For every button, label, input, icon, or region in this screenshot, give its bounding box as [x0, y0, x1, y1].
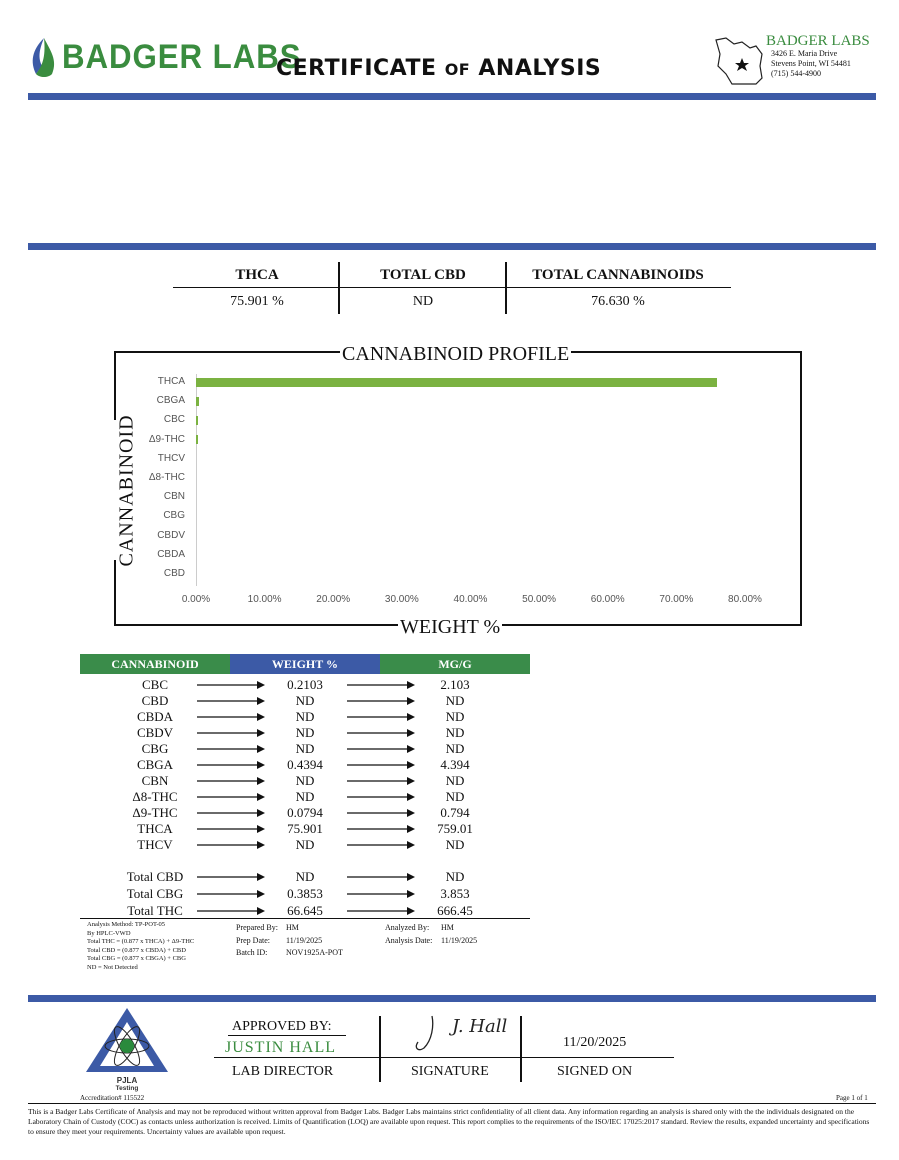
total-row — [80, 869, 530, 885]
lab-name: BADGER LABS — [766, 33, 870, 49]
chart-bar — [196, 416, 198, 425]
svg-text:J. Hall: J. Hall — [452, 1016, 508, 1037]
chart-category-label: Δ8-THC — [148, 472, 185, 483]
signature-image — [410, 1012, 508, 1056]
chart-tick-label: 60.00% — [590, 594, 625, 605]
row-cannabinoid: Total CBD — [126, 869, 184, 884]
table-row — [80, 805, 530, 821]
row-weight: 75.901 — [287, 821, 323, 836]
row-weight: ND — [295, 837, 315, 852]
row-cannabinoid: CBGA — [136, 757, 174, 772]
disclaimer-text: This is a Badger Labs Certificate of Analysis and may not be reproduced without written approval from Badger Labs. Badger Labs maintains strict confidentiality of all client data. Any information regarding an analysis is shared only with the the individuals designated on the Laboratory Chain of Custody (COC) as contacts unless authorization is received. Limits of Quantification (LOQ) are available upon request. This report complies to the requirements of the ISO/IEC 17025:2017 standard. Review the results, expanded uncertainty and specifications to ensure they meet your requirements. Uncertainty values are available upon request. — [28, 1107, 870, 1136]
row-cannabinoid: CBD — [141, 693, 169, 708]
chart-bar — [196, 397, 199, 406]
row-mgg: 666.45 — [437, 903, 473, 918]
table-row — [80, 725, 530, 741]
total-row — [80, 886, 530, 902]
brand-name: BADGER LABS — [62, 38, 302, 76]
chart-category-label: CBGA — [156, 395, 185, 407]
chart-tick-label: 70.00% — [659, 594, 694, 605]
chart-frame — [114, 351, 802, 626]
row-cannabinoid: CBDA — [136, 709, 174, 724]
row-mgg: ND — [445, 869, 465, 884]
wisconsin-map-icon — [712, 30, 768, 88]
chart-xlabel: WEIGHT % — [400, 616, 501, 638]
signature-label: SIGNATURE — [411, 1064, 489, 1079]
chart-axis — [196, 374, 197, 586]
total-row — [80, 903, 530, 919]
row-cannabinoid: THCA — [137, 821, 173, 836]
analysis-meta-labels: Analyzed By: Analysis Date: — [385, 923, 433, 945]
prep-meta-values: HM 11/19/2025 NOV1925A-POT — [286, 923, 343, 957]
chart-tick-label: 40.00% — [453, 594, 488, 605]
summary-thca-value: 75.901 % — [230, 294, 284, 309]
chart-title: CANNABINOID PROFILE — [342, 343, 570, 365]
row-cannabinoid: CBG — [141, 741, 169, 756]
row-mgg: ND — [445, 725, 465, 740]
row-mgg: ND — [445, 837, 465, 852]
row-weight: ND — [295, 869, 315, 884]
row-mgg: 2.103 — [440, 677, 470, 692]
row-weight: ND — [295, 725, 315, 740]
row-weight: 0.2103 — [287, 677, 323, 692]
method-notes: Analysis Method: TP-POT-05 By HPLC-VWD Total THC = (0.877 x THCA) + Δ9-THC Total CBD = (0.877 x CBDA) + CBD Total CBG = (0.877 x CBGA) + CBG ND = Not Detected — [87, 921, 195, 971]
table-bottom-line — [80, 918, 530, 919]
chart-tick-label: 50.00% — [522, 594, 557, 605]
badger-leaf-logo-icon — [28, 36, 60, 80]
chart-bar — [196, 435, 198, 444]
row-weight: ND — [295, 741, 315, 756]
table-header-mgg: MG/G — [380, 654, 530, 674]
row-cannabinoid: CBDV — [136, 725, 174, 740]
lab-address: 3426 E. Maria Drive Stevens Point, WI 54481 (715) 544-4900 — [771, 49, 851, 78]
chart-category-label: CBDA — [157, 548, 185, 560]
signed-on-label: SIGNED ON — [557, 1064, 633, 1079]
row-cannabinoid: THCV — [137, 837, 173, 852]
row-weight: ND — [295, 709, 315, 724]
row-mgg: ND — [445, 741, 465, 756]
row-cannabinoid: Total CBG — [126, 886, 184, 901]
chart-category-label: CBC — [163, 414, 185, 426]
summary-rule — [28, 243, 876, 250]
chart-tick-label: 0.00% — [181, 594, 211, 605]
summary-thca-label: THCA — [235, 267, 279, 283]
chart-category-label: CBD — [163, 568, 185, 579]
signed-on-date: 11/20/2025 — [563, 1035, 627, 1050]
analysis-meta-values: HM 11/19/2025 — [441, 923, 478, 945]
table-row — [80, 773, 530, 789]
chart-tick-label: 20.00% — [316, 594, 351, 605]
chart-category-label: THCV — [157, 452, 185, 464]
accreditation-number: Accreditation# 115522 — [80, 1094, 145, 1102]
row-weight: 0.4394 — [287, 757, 323, 772]
summary-total-label: TOTAL CANNABINOIDS — [532, 267, 704, 283]
approver-role: LAB DIRECTOR — [232, 1064, 334, 1079]
row-mgg: ND — [445, 773, 465, 788]
table-header-weight: WEIGHT % — [230, 654, 380, 674]
approver-name: JUSTIN HALL — [225, 1039, 336, 1056]
row-weight: ND — [295, 789, 315, 804]
row-weight: ND — [295, 773, 315, 788]
chart-category-label: THCA — [157, 376, 185, 387]
approval-line — [214, 1057, 674, 1058]
summary-cbd-value: ND — [412, 294, 434, 309]
table-row — [80, 757, 530, 773]
page-title: CERTIFICATE OF ANALYSIS — [276, 56, 602, 81]
row-mgg: 3.853 — [440, 886, 470, 901]
page-number: Page 1 of 1 — [836, 1094, 868, 1102]
table-row — [80, 741, 530, 757]
chart-ylabel: CANNABINOID — [115, 414, 138, 567]
row-cannabinoid: CBC — [141, 677, 168, 692]
pjla-name: PJLA — [116, 1076, 138, 1085]
table-row — [80, 789, 530, 805]
chart-bar — [196, 378, 717, 387]
row-mgg: ND — [445, 693, 465, 708]
row-cannabinoid: Δ9-THC — [132, 805, 178, 820]
approval-rule — [28, 995, 876, 1002]
row-weight: ND — [295, 693, 315, 708]
table-row — [80, 677, 530, 693]
header-rule — [28, 93, 876, 100]
chart-tick-label: 80.00% — [728, 594, 762, 605]
summary-cbd-label: TOTAL CBD — [380, 267, 466, 283]
row-mgg: ND — [445, 709, 465, 724]
chart-category-label: Δ9-THC — [148, 433, 185, 445]
table-row — [80, 709, 530, 725]
table-header-cannabinoid: CANNABINOID — [80, 654, 230, 674]
chart-tick-label: 30.00% — [384, 594, 419, 605]
row-mgg: 4.394 — [440, 757, 470, 772]
table-row — [80, 821, 530, 837]
row-weight: 0.3853 — [287, 886, 323, 901]
row-cannabinoid: CBN — [141, 773, 169, 788]
table-row — [80, 837, 530, 853]
summary-total-value: 76.630 % — [591, 294, 645, 309]
chart-tick-label: 10.00% — [247, 594, 282, 605]
row-mgg: ND — [445, 789, 465, 804]
table-row — [80, 693, 530, 709]
pjla-sub: Testing — [115, 1085, 139, 1092]
summary-divider — [173, 287, 731, 288]
chart-category-label: CBN — [163, 491, 185, 503]
prep-meta-labels: Prepared By: Prep Date: Batch ID: — [236, 923, 278, 957]
row-cannabinoid: Total THC — [127, 903, 183, 918]
row-weight: 66.645 — [287, 903, 323, 918]
pjla-accreditation-logo-icon — [84, 1006, 170, 1076]
chart-category-label: CBG — [163, 510, 185, 522]
row-mgg: 0.794 — [440, 805, 470, 820]
row-mgg: 759.01 — [437, 821, 473, 836]
row-weight: 0.0794 — [287, 805, 323, 820]
row-cannabinoid: Δ8-THC — [132, 789, 178, 804]
chart-category-label: CBDV — [157, 529, 185, 541]
approved-by-label: APPROVED BY: — [232, 1019, 332, 1034]
